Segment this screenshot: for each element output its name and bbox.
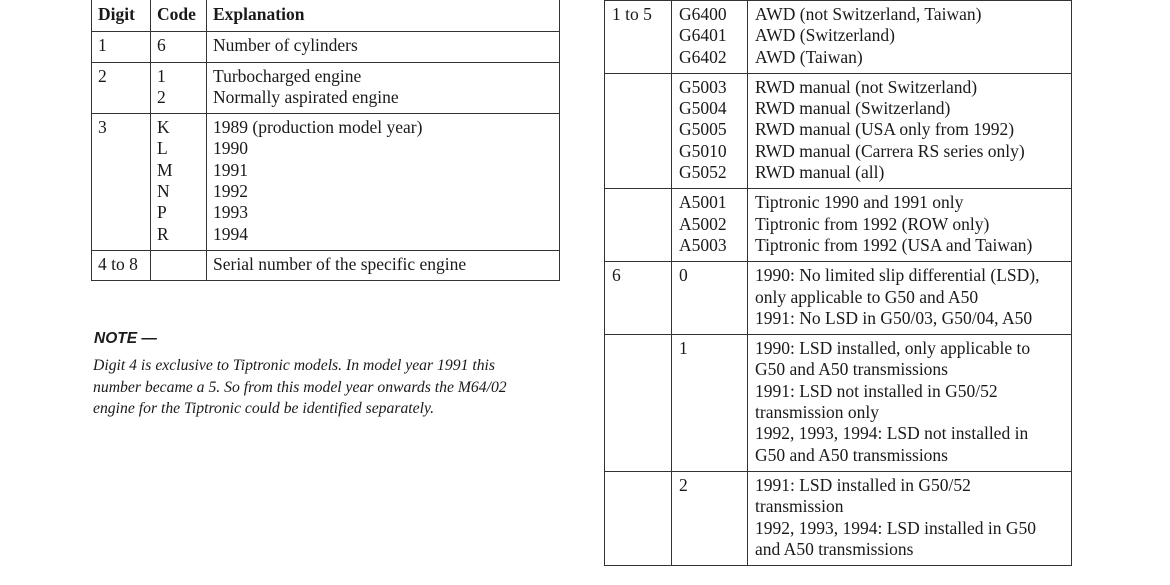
explanation-line: 1991: LSD installed in G50/52 bbox=[755, 474, 971, 495]
table-row bbox=[92, 114, 560, 251]
digit-cell: 6 bbox=[605, 262, 672, 335]
explanation-cell bbox=[748, 189, 1072, 262]
code-cell bbox=[672, 73, 748, 188]
table-row bbox=[92, 62, 560, 114]
code-cell bbox=[151, 114, 207, 251]
explanation-line: AWD (Taiwan) bbox=[755, 46, 863, 67]
explanation-cell bbox=[748, 262, 1072, 335]
code-value: 2 bbox=[157, 86, 166, 107]
code-value: M bbox=[157, 159, 173, 180]
table-header-row bbox=[92, 0, 560, 32]
explanation-cell bbox=[207, 62, 560, 114]
code-value: G6402 bbox=[679, 46, 727, 67]
explanation-line: and A50 transmissions bbox=[755, 538, 914, 559]
digit-cell: 4 to 8 bbox=[92, 250, 151, 280]
explanation-line: 1992, 1993, 1994: LSD not installed in bbox=[755, 423, 1029, 444]
header-explanation: Explanation bbox=[207, 0, 560, 32]
digit-cell bbox=[605, 335, 672, 472]
explanation-cell bbox=[748, 1, 1072, 74]
code-cell bbox=[151, 32, 207, 62]
transmission-number-table bbox=[604, 0, 1072, 566]
table-row bbox=[605, 335, 1072, 472]
code-value: 6 bbox=[157, 35, 166, 56]
explanation-line: Normally aspirated engine bbox=[213, 86, 399, 107]
explanation-line: 1990: LSD installed, only applicable to bbox=[755, 338, 1031, 359]
digit-cell bbox=[605, 73, 672, 188]
explanation-line: 1992 bbox=[213, 181, 248, 202]
code-value: A5003 bbox=[679, 234, 727, 255]
digit-cell: 3 bbox=[92, 114, 151, 251]
explanation-line: RWD manual (not Switzerland) bbox=[755, 76, 978, 97]
explanation-line: 1991: LSD not installed in G50/52 bbox=[755, 380, 998, 401]
code-value: 1 bbox=[679, 338, 688, 359]
explanation-line: Number of cylinders bbox=[213, 35, 358, 56]
explanation-line: RWD manual (USA only from 1992) bbox=[755, 119, 1015, 140]
code-value: 1 bbox=[157, 65, 166, 86]
explanation-line: 1989 (production model year) bbox=[213, 117, 423, 138]
table-row bbox=[605, 262, 1072, 335]
header-digit: Digit bbox=[92, 0, 151, 32]
explanation-line: RWD manual (Switzerland) bbox=[755, 98, 951, 119]
code-value: N bbox=[157, 181, 170, 202]
code-value: G5010 bbox=[679, 140, 727, 161]
explanation-line: Turbocharged engine bbox=[213, 65, 362, 86]
code-cell bbox=[151, 250, 207, 280]
explanation-line: RWD manual (Carrera RS series only) bbox=[755, 140, 1025, 161]
explanation-line: transmission only bbox=[755, 402, 879, 423]
code-value: G6401 bbox=[679, 25, 727, 46]
explanation-line: 1993 bbox=[213, 202, 248, 223]
header-code: Code bbox=[151, 0, 207, 32]
code-value: A5002 bbox=[679, 213, 727, 234]
transmission-table-body bbox=[605, 0, 1072, 566]
explanation-cell bbox=[748, 73, 1072, 188]
code-cell bbox=[672, 262, 748, 335]
table-row bbox=[605, 1, 1072, 74]
code-value: R bbox=[157, 223, 169, 244]
table-row bbox=[605, 471, 1072, 565]
table-row bbox=[92, 32, 560, 62]
digit-cell: 1 bbox=[92, 32, 151, 62]
engine-table-body bbox=[92, 32, 560, 281]
explanation-line: RWD manual (all) bbox=[755, 162, 885, 183]
note-line: engine for the Tiptronic could be identified separately. bbox=[93, 400, 435, 417]
code-value: 0 bbox=[679, 265, 688, 286]
explanation-line: Tiptronic from 1992 (ROW only) bbox=[755, 213, 990, 234]
explanation-line: AWD (not Switzerland, Taiwan) bbox=[755, 4, 982, 24]
table-row bbox=[605, 189, 1072, 262]
note-body bbox=[93, 355, 563, 420]
note-line: number became a 5. So from this model year onwards the M64/02 bbox=[93, 378, 507, 396]
explanation-cell bbox=[207, 114, 560, 251]
explanation-line: 1991: No LSD in G50/03, G50/04, A50 bbox=[755, 307, 1033, 328]
note-line: Digit 4 is exclusive to Tiptronic models. In model year 1991 this bbox=[93, 357, 496, 374]
note-heading: NOTE — bbox=[94, 330, 157, 347]
explanation-line: only applicable to G50 and A50 bbox=[755, 286, 979, 307]
explanation-line: 1991 bbox=[213, 159, 248, 180]
explanation-cell bbox=[207, 32, 560, 62]
engine-number-table bbox=[91, 0, 560, 281]
table-row bbox=[605, 73, 1072, 188]
code-value: G5052 bbox=[679, 162, 727, 183]
digit-cell bbox=[605, 471, 672, 565]
code-value: G5004 bbox=[679, 98, 727, 119]
explanation-line: G50 and A50 transmissions bbox=[755, 444, 948, 465]
explanation-cell bbox=[748, 471, 1072, 565]
explanation-line: Serial number of the specific engine bbox=[213, 253, 467, 274]
code-cell bbox=[672, 471, 748, 565]
explanation-line: 1990 bbox=[213, 138, 248, 159]
code-value: K bbox=[157, 117, 170, 138]
explanation-line: Tiptronic from 1992 (USA and Taiwan) bbox=[755, 234, 1033, 255]
code-cell bbox=[151, 62, 207, 114]
explanation-line: 1992, 1993, 1994: LSD installed in G50 bbox=[755, 517, 1036, 538]
code-value: A5001 bbox=[679, 192, 727, 213]
explanation-cell bbox=[748, 335, 1072, 472]
code-value: 2 bbox=[679, 474, 688, 495]
digit-cell bbox=[605, 189, 672, 262]
code-cell bbox=[672, 335, 748, 472]
table-row bbox=[92, 250, 560, 280]
code-value: G5005 bbox=[679, 119, 727, 140]
code-value: P bbox=[157, 202, 167, 223]
explanation-line: Tiptronic 1990 and 1991 only bbox=[755, 192, 964, 213]
explanation-line: transmission bbox=[755, 496, 844, 517]
code-value: G5003 bbox=[679, 76, 727, 97]
code-value: G6400 bbox=[679, 4, 727, 24]
code-cell bbox=[672, 1, 748, 74]
explanation-line: G50 and A50 transmissions bbox=[755, 359, 948, 380]
digit-cell: 1 to 5 bbox=[605, 1, 672, 74]
explanation-line: AWD (Switzerland) bbox=[755, 25, 896, 46]
explanation-line: 1990: No limited slip differential (LSD), bbox=[755, 265, 1040, 286]
explanation-line: 1994 bbox=[213, 223, 248, 244]
digit-cell: 2 bbox=[92, 62, 151, 114]
explanation-cell bbox=[207, 250, 560, 280]
code-cell bbox=[672, 189, 748, 262]
code-value: L bbox=[157, 138, 168, 159]
